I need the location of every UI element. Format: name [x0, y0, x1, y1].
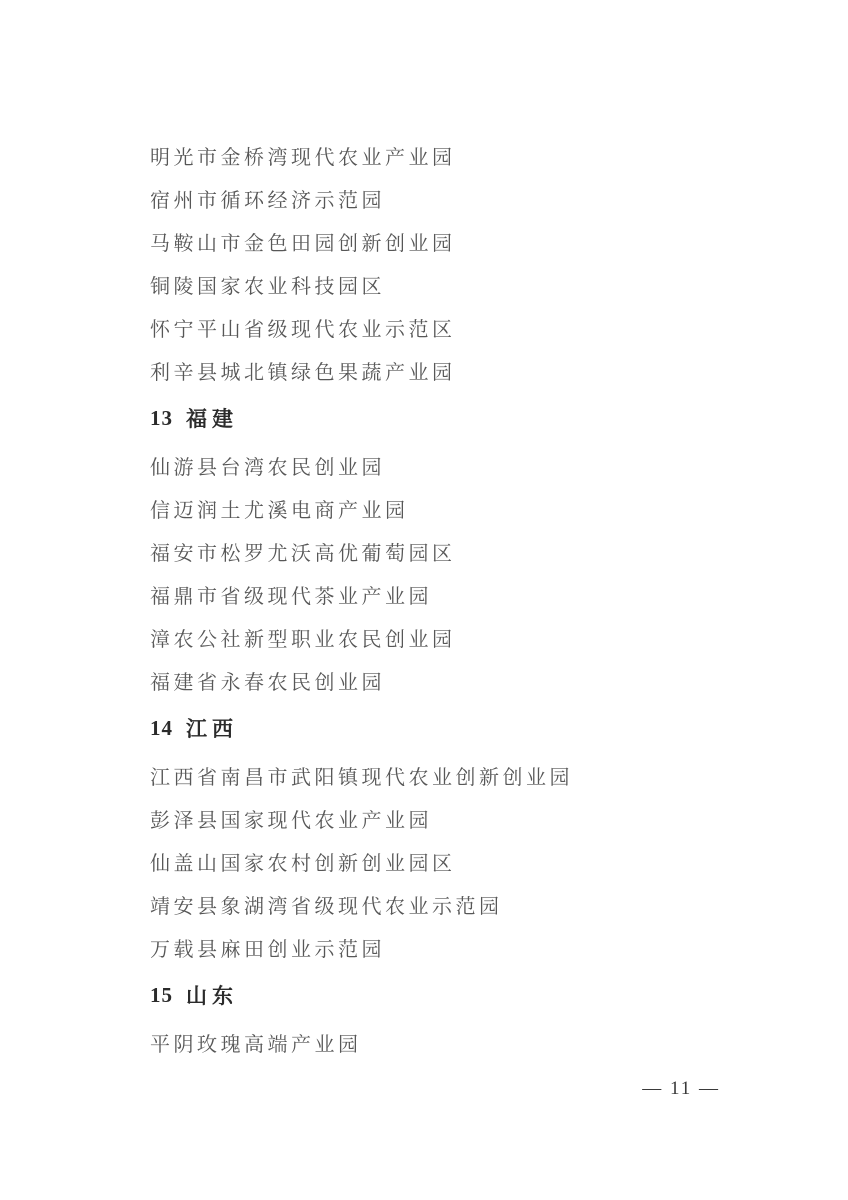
park-list-item: 福鼎市省级现代茶业产业园 — [150, 586, 432, 608]
park-list-item: 仙盖山国家农村创新创业园区 — [150, 853, 456, 875]
section-number: 15 — [150, 982, 173, 1007]
park-list-item: 福安市松罗尤沃高优葡萄园区 — [150, 543, 456, 565]
park-list-item: 漳农公社新型职业农民创业园 — [150, 629, 456, 651]
section-number: 13 — [150, 405, 173, 430]
section-name: 江西 — [186, 717, 238, 741]
park-list-item: 铜陵国家农业科技园区 — [150, 276, 385, 298]
section-name: 福建 — [186, 407, 238, 431]
park-list-item: 江西省南昌市武阳镇现代农业创新创业园 — [150, 767, 573, 789]
park-list-item: 仙游县台湾农民创业园 — [150, 457, 385, 479]
park-list-item: 万载县麻田创业示范园 — [150, 939, 385, 961]
section-header-jiangxi — [150, 702, 770, 754]
park-list-item: 利辛县城北镇绿色果蔬产业园 — [150, 362, 456, 384]
park-list-item: 平阴玫瑰高端产业园 — [150, 1034, 362, 1056]
park-list-item: 彭泽县国家现代农业产业园 — [150, 810, 432, 832]
park-list-item: 明光市金桥湾现代农业产业园 — [150, 147, 456, 169]
park-list-item: 信迈润土尤溪电商产业园 — [150, 500, 409, 522]
park-list-item: 福建省永春农民创业园 — [150, 672, 385, 694]
section-number: 14 — [150, 715, 173, 740]
park-list-item: 马鞍山市金色田园创新创业园 — [150, 233, 456, 255]
section-name: 山东 — [186, 984, 238, 1008]
document-content — [150, 134, 770, 1064]
park-list-item: 宿州市循环经济示范园 — [150, 190, 385, 212]
park-list-item: 怀宁平山省级现代农业示范区 — [150, 319, 456, 341]
section-header-shandong — [150, 969, 770, 1021]
section-header-fujian — [150, 392, 770, 444]
park-list-item: 靖安县象湖湾省级现代农业示范园 — [150, 896, 503, 918]
page-number: — 11 — — [642, 1078, 720, 1099]
